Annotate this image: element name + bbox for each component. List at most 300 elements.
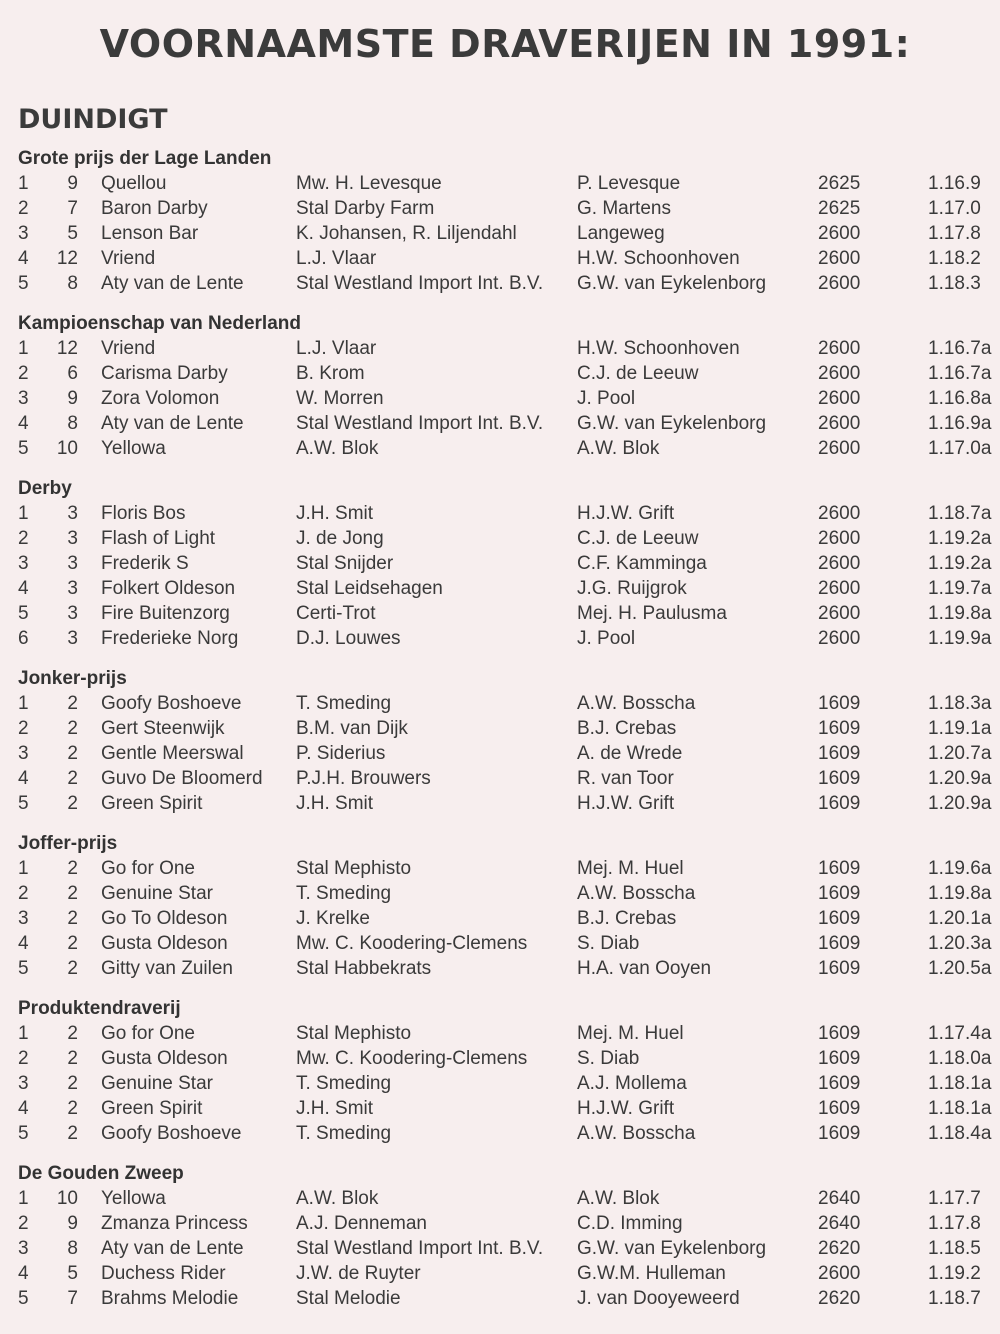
position-cell: 2	[18, 528, 29, 549]
distance-cell: 2620	[818, 1238, 861, 1259]
number-cell: 2	[67, 1023, 78, 1044]
race-section	[0, 1161, 1000, 1311]
result-row	[0, 956, 1000, 981]
time-cell: 1.19.2	[928, 1263, 981, 1284]
position-cell: 3	[18, 908, 29, 929]
race-section	[0, 146, 1000, 296]
owner-cell: L.J. Vlaar	[296, 248, 377, 269]
result-row	[0, 931, 1000, 956]
distance-cell: 1609	[818, 1048, 861, 1069]
result-row	[0, 856, 1000, 881]
result-row	[0, 741, 1000, 766]
time-cell: 1.16.9a	[928, 413, 992, 434]
distance-cell: 2600	[818, 363, 861, 384]
position-cell: 2	[18, 363, 29, 384]
result-row	[0, 386, 1000, 411]
driver-cell: C.J. de Leeuw	[577, 363, 699, 384]
race-title: Grote prijs der Lage Landen	[18, 148, 272, 169]
result-row	[0, 626, 1000, 651]
horse-name-cell: Genuine Star	[101, 883, 213, 904]
owner-cell: A.W. Blok	[296, 1188, 379, 1209]
time-cell: 1.17.0	[928, 198, 981, 219]
number-cell: 2	[67, 743, 78, 764]
result-row	[0, 881, 1000, 906]
horse-name-cell: Go for One	[101, 858, 195, 879]
position-cell: 4	[18, 1098, 29, 1119]
owner-cell: T. Smeding	[296, 1073, 392, 1094]
position-cell: 2	[18, 718, 29, 739]
distance-cell: 1609	[818, 858, 861, 879]
driver-cell: G.W. van Eykelenborg	[577, 273, 767, 294]
position-cell: 5	[18, 438, 29, 459]
driver-cell: A.W. Bosscha	[577, 693, 696, 714]
number-cell: 2	[67, 768, 78, 789]
driver-cell: S. Diab	[577, 933, 640, 954]
result-row	[0, 271, 1000, 296]
position-cell: 5	[18, 603, 29, 624]
result-row	[0, 791, 1000, 816]
venue-heading: DUINDIGT	[18, 104, 168, 135]
horse-name-cell: Floris Bos	[101, 503, 186, 524]
position-cell: 1	[18, 173, 29, 194]
number-cell: 2	[67, 933, 78, 954]
driver-cell: B.J. Crebas	[577, 908, 677, 929]
position-cell: 2	[18, 883, 29, 904]
position-cell: 1	[18, 1188, 29, 1209]
owner-cell: A.J. Denneman	[296, 1213, 427, 1234]
time-cell: 1.19.1a	[928, 718, 992, 739]
owner-cell: J. de Jong	[296, 528, 384, 549]
distance-cell: 1609	[818, 1123, 861, 1144]
horse-name-cell: Fire Buitenzorg	[101, 603, 230, 624]
race-title: De Gouden Zweep	[18, 1163, 184, 1184]
position-cell: 1	[18, 858, 29, 879]
owner-cell: Stal Westland Import Int. B.V.	[296, 1238, 544, 1259]
horse-name-cell: Genuine Star	[101, 1073, 213, 1094]
number-cell: 3	[67, 553, 78, 574]
time-cell: 1.20.5a	[928, 958, 992, 979]
distance-cell: 2625	[818, 198, 861, 219]
number-cell: 5	[67, 223, 78, 244]
time-cell: 1.19.6a	[928, 858, 992, 879]
time-cell: 1.17.8	[928, 223, 981, 244]
position-cell: 4	[18, 933, 29, 954]
number-cell: 9	[67, 173, 78, 194]
distance-cell: 1609	[818, 1098, 861, 1119]
distance-cell: 2600	[818, 578, 861, 599]
time-cell: 1.18.3	[928, 273, 981, 294]
race-title: Produktendraverij	[18, 998, 181, 1019]
driver-cell: J. van Dooyeweerd	[577, 1288, 740, 1309]
distance-cell: 2600	[818, 438, 861, 459]
distance-cell: 2600	[818, 603, 861, 624]
number-cell: 3	[67, 628, 78, 649]
horse-name-cell: Gusta Oldeson	[101, 1048, 228, 1069]
distance-cell: 2620	[818, 1288, 861, 1309]
driver-cell: Mej. H. Paulusma	[577, 603, 727, 624]
position-cell: 2	[18, 1048, 29, 1069]
time-cell: 1.16.7a	[928, 338, 992, 359]
position-cell: 5	[18, 793, 29, 814]
result-row	[0, 501, 1000, 526]
number-cell: 2	[67, 793, 78, 814]
race-title: Joffer-prijs	[18, 833, 118, 854]
owner-cell: J.H. Smit	[296, 793, 374, 814]
result-row	[0, 336, 1000, 361]
owner-cell: Stal Leidsehagen	[296, 578, 443, 599]
position-cell: 5	[18, 1123, 29, 1144]
page-title: VOORNAAMSTE DRAVERIJEN IN 1991:	[99, 22, 911, 66]
owner-cell: Stal Habbekrats	[296, 958, 432, 979]
driver-cell: R. van Toor	[577, 768, 674, 789]
horse-name-cell: Goofy Boshoeve	[101, 693, 242, 714]
owner-cell: Stal Darby Farm	[296, 198, 435, 219]
owner-cell: Stal Westland Import Int. B.V.	[296, 413, 544, 434]
result-row	[0, 526, 1000, 551]
number-cell: 2	[67, 1098, 78, 1119]
horse-name-cell: Frederieke Norg	[101, 628, 239, 649]
number-cell: 10	[56, 1188, 78, 1209]
time-cell: 1.20.1a	[928, 908, 992, 929]
horse-name-cell: Zmanza Princess	[101, 1213, 248, 1234]
position-cell: 1	[18, 503, 29, 524]
horse-name-cell: Yellowa	[101, 1188, 166, 1209]
position-cell: 3	[18, 388, 29, 409]
distance-cell: 1609	[818, 908, 861, 929]
owner-cell: A.W. Blok	[296, 438, 379, 459]
distance-cell: 2600	[818, 528, 861, 549]
time-cell: 1.20.3a	[928, 933, 992, 954]
horse-name-cell: Flash of Light	[101, 528, 216, 549]
number-cell: 2	[67, 718, 78, 739]
number-cell: 9	[67, 1213, 78, 1234]
owner-cell: J.H. Smit	[296, 1098, 374, 1119]
number-cell: 2	[67, 1123, 78, 1144]
owner-cell: J. Krelke	[296, 908, 370, 929]
position-cell: 2	[18, 1213, 29, 1234]
driver-cell: H.J.W. Grift	[577, 793, 675, 814]
time-cell: 1.19.8a	[928, 603, 992, 624]
distance-cell: 1609	[818, 1073, 861, 1094]
horse-name-cell: Go To Oldeson	[101, 908, 228, 929]
races-list	[0, 146, 1000, 1326]
result-row	[0, 436, 1000, 461]
position-cell: 3	[18, 743, 29, 764]
result-row	[0, 906, 1000, 931]
driver-cell: P. Levesque	[577, 173, 681, 194]
number-cell: 3	[67, 578, 78, 599]
distance-cell: 2625	[818, 173, 861, 194]
time-cell: 1.17.7	[928, 1188, 981, 1209]
number-cell: 8	[67, 1238, 78, 1259]
result-row	[0, 1071, 1000, 1096]
horse-name-cell: Vriend	[101, 338, 156, 359]
distance-cell: 1609	[818, 718, 861, 739]
time-cell: 1.18.5	[928, 1238, 981, 1259]
time-cell: 1.19.2a	[928, 528, 992, 549]
driver-cell: A.J. Mollema	[577, 1073, 687, 1094]
distance-cell: 1609	[818, 933, 861, 954]
result-row	[0, 551, 1000, 576]
number-cell: 2	[67, 908, 78, 929]
distance-cell: 1609	[818, 883, 861, 904]
owner-cell: W. Morren	[296, 388, 384, 409]
number-cell: 7	[67, 198, 78, 219]
distance-cell: 2600	[818, 553, 861, 574]
result-row	[0, 1121, 1000, 1146]
result-row	[0, 601, 1000, 626]
horse-name-cell: Goofy Boshoeve	[101, 1123, 242, 1144]
horse-name-cell: Duchess Rider	[101, 1263, 226, 1284]
distance-cell: 2600	[818, 338, 861, 359]
position-cell: 3	[18, 1073, 29, 1094]
horse-name-cell: Vriend	[101, 248, 156, 269]
result-row	[0, 196, 1000, 221]
driver-cell: H.W. Schoonhoven	[577, 248, 740, 269]
time-cell: 1.19.7a	[928, 578, 992, 599]
position-cell: 5	[18, 958, 29, 979]
distance-cell: 1609	[818, 793, 861, 814]
race-section	[0, 476, 1000, 651]
number-cell: 10	[56, 438, 78, 459]
position-cell: 4	[18, 1263, 29, 1284]
number-cell: 3	[67, 528, 78, 549]
number-cell: 6	[67, 363, 78, 384]
number-cell: 2	[67, 958, 78, 979]
race-section	[0, 831, 1000, 981]
position-cell: 3	[18, 553, 29, 574]
horse-name-cell: Green Spirit	[101, 793, 203, 814]
owner-cell: L.J. Vlaar	[296, 338, 377, 359]
driver-cell: G. Martens	[577, 198, 671, 219]
time-cell: 1.17.0a	[928, 438, 992, 459]
time-cell: 1.18.7a	[928, 503, 992, 524]
result-row	[0, 1021, 1000, 1046]
distance-cell: 2600	[818, 413, 861, 434]
result-row	[0, 576, 1000, 601]
distance-cell: 2600	[818, 223, 861, 244]
horse-name-cell: Gitty van Zuilen	[101, 958, 233, 979]
position-cell: 4	[18, 768, 29, 789]
horse-name-cell: Quellou	[101, 173, 167, 194]
result-row	[0, 171, 1000, 196]
distance-cell: 2640	[818, 1188, 861, 1209]
owner-cell: J.W. de Ruyter	[296, 1263, 421, 1284]
distance-cell: 1609	[818, 1023, 861, 1044]
owner-cell: Stal Mephisto	[296, 1023, 412, 1044]
owner-cell: Mw. C. Koodering-Clemens	[296, 1048, 528, 1069]
driver-cell: G.W. van Eykelenborg	[577, 1238, 767, 1259]
number-cell: 12	[56, 248, 78, 269]
time-cell: 1.18.1a	[928, 1073, 992, 1094]
distance-cell: 1609	[818, 693, 861, 714]
position-cell: 4	[18, 578, 29, 599]
driver-cell: A.W. Blok	[577, 1188, 660, 1209]
race-section	[0, 311, 1000, 461]
time-cell: 1.16.8a	[928, 388, 992, 409]
horse-name-cell: Aty van de Lente	[101, 273, 244, 294]
number-cell: 2	[67, 883, 78, 904]
owner-cell: Stal Westland Import Int. B.V.	[296, 273, 544, 294]
number-cell: 7	[67, 1288, 78, 1309]
time-cell: 1.19.8a	[928, 883, 992, 904]
owner-cell: P.J.H. Brouwers	[296, 768, 431, 789]
result-row	[0, 691, 1000, 716]
number-cell: 2	[67, 858, 78, 879]
time-cell: 1.16.9	[928, 173, 981, 194]
time-cell: 1.18.1a	[928, 1098, 992, 1119]
time-cell: 1.19.2a	[928, 553, 992, 574]
number-cell: 5	[67, 1263, 78, 1284]
result-row	[0, 1211, 1000, 1236]
number-cell: 8	[67, 413, 78, 434]
distance-cell: 2600	[818, 503, 861, 524]
time-cell: 1.20.9a	[928, 793, 992, 814]
driver-cell: G.W.M. Hulleman	[577, 1263, 726, 1284]
race-title: Derby	[18, 478, 72, 499]
distance-cell: 2600	[818, 1263, 861, 1284]
owner-cell: T. Smeding	[296, 693, 392, 714]
distance-cell: 2600	[818, 388, 861, 409]
result-row	[0, 361, 1000, 386]
horse-name-cell: Green Spirit	[101, 1098, 203, 1119]
driver-cell: H.J.W. Grift	[577, 1098, 675, 1119]
owner-cell: P. Siderius	[296, 743, 386, 764]
time-cell: 1.19.9a	[928, 628, 992, 649]
owner-cell: B. Krom	[296, 363, 365, 384]
horse-name-cell: Gert Steenwijk	[101, 718, 225, 739]
result-row	[0, 411, 1000, 436]
driver-cell: C.F. Kamminga	[577, 553, 707, 574]
time-cell: 1.17.4a	[928, 1023, 992, 1044]
position-cell: 5	[18, 1288, 29, 1309]
distance-cell: 1609	[818, 958, 861, 979]
time-cell: 1.17.8	[928, 1213, 981, 1234]
result-row	[0, 1286, 1000, 1311]
horse-name-cell: Gentle Meerswal	[101, 743, 244, 764]
distance-cell: 2600	[818, 628, 861, 649]
number-cell: 9	[67, 388, 78, 409]
result-row	[0, 1261, 1000, 1286]
driver-cell: Langeweg	[577, 223, 665, 244]
owner-cell: D.J. Louwes	[296, 628, 401, 649]
horse-name-cell: Lenson Bar	[101, 223, 199, 244]
driver-cell: B.J. Crebas	[577, 718, 677, 739]
position-cell: 4	[18, 248, 29, 269]
horse-name-cell: Yellowa	[101, 438, 166, 459]
result-row	[0, 221, 1000, 246]
horse-name-cell: Aty van de Lente	[101, 413, 244, 434]
horse-name-cell: Frederik S	[101, 553, 189, 574]
horse-name-cell: Aty van de Lente	[101, 1238, 244, 1259]
horse-name-cell: Guvo De Bloomerd	[101, 768, 263, 789]
result-row	[0, 1186, 1000, 1211]
horse-name-cell: Gusta Oldeson	[101, 933, 228, 954]
driver-cell: H.A. van Ooyen	[577, 958, 712, 979]
number-cell: 3	[67, 503, 78, 524]
time-cell: 1.18.3a	[928, 693, 992, 714]
time-cell: 1.18.0a	[928, 1048, 992, 1069]
driver-cell: J. Pool	[577, 388, 636, 409]
position-cell: 1	[18, 1023, 29, 1044]
distance-cell: 1609	[818, 743, 861, 764]
driver-cell: A.W. Bosscha	[577, 1123, 696, 1144]
driver-cell: J.G. Ruijgrok	[577, 578, 687, 599]
owner-cell: Certi-Trot	[296, 603, 376, 624]
driver-cell: A.W. Bosscha	[577, 883, 696, 904]
result-row	[0, 1096, 1000, 1121]
result-row	[0, 246, 1000, 271]
driver-cell: H.J.W. Grift	[577, 503, 675, 524]
race-section	[0, 666, 1000, 816]
driver-cell: Mej. M. Huel	[577, 1023, 684, 1044]
driver-cell: Mej. M. Huel	[577, 858, 684, 879]
driver-cell: A.W. Blok	[577, 438, 660, 459]
driver-cell: C.J. de Leeuw	[577, 528, 699, 549]
distance-cell: 1609	[818, 768, 861, 789]
position-cell: 3	[18, 223, 29, 244]
result-row	[0, 716, 1000, 741]
time-cell: 1.20.7a	[928, 743, 992, 764]
position-cell: 4	[18, 413, 29, 434]
distance-cell: 2600	[818, 248, 861, 269]
position-cell: 3	[18, 1238, 29, 1259]
race-title: Jonker-prijs	[18, 668, 127, 689]
position-cell: 1	[18, 338, 29, 359]
time-cell: 1.16.7a	[928, 363, 992, 384]
result-row	[0, 1236, 1000, 1261]
driver-cell: S. Diab	[577, 1048, 640, 1069]
distance-cell: 2600	[818, 273, 861, 294]
owner-cell: Mw. C. Koodering-Clemens	[296, 933, 528, 954]
owner-cell: B.M. van Dijk	[296, 718, 408, 739]
owner-cell: T. Smeding	[296, 1123, 392, 1144]
position-cell: 5	[18, 273, 29, 294]
horse-name-cell: Brahms Melodie	[101, 1288, 239, 1309]
time-cell: 1.18.4a	[928, 1123, 992, 1144]
horse-name-cell: Go for One	[101, 1023, 195, 1044]
number-cell: 2	[67, 693, 78, 714]
race-title: Kampioenschap van Nederland	[18, 313, 301, 334]
owner-cell: Mw. H. Levesque	[296, 173, 442, 194]
driver-cell: J. Pool	[577, 628, 636, 649]
time-cell: 1.20.9a	[928, 768, 992, 789]
horse-name-cell: Folkert Oldeson	[101, 578, 236, 599]
time-cell: 1.18.7	[928, 1288, 981, 1309]
horse-name-cell: Carisma Darby	[101, 363, 228, 384]
distance-cell: 2640	[818, 1213, 861, 1234]
number-cell: 12	[56, 338, 78, 359]
owner-cell: K. Johansen, R. Liljendahl	[296, 223, 517, 244]
result-row	[0, 766, 1000, 791]
position-cell: 1	[18, 693, 29, 714]
owner-cell: Stal Mephisto	[296, 858, 412, 879]
number-cell: 2	[67, 1048, 78, 1069]
driver-cell: C.D. Imming	[577, 1213, 683, 1234]
owner-cell: T. Smeding	[296, 883, 392, 904]
time-cell: 1.18.2	[928, 248, 981, 269]
position-cell: 6	[18, 628, 29, 649]
number-cell: 2	[67, 1073, 78, 1094]
horse-name-cell: Baron Darby	[101, 198, 208, 219]
position-cell: 2	[18, 198, 29, 219]
driver-cell: G.W. van Eykelenborg	[577, 413, 767, 434]
owner-cell: Stal Melodie	[296, 1288, 401, 1309]
result-row	[0, 1046, 1000, 1071]
owner-cell: J.H. Smit	[296, 503, 374, 524]
driver-cell: H.W. Schoonhoven	[577, 338, 740, 359]
number-cell: 8	[67, 273, 78, 294]
